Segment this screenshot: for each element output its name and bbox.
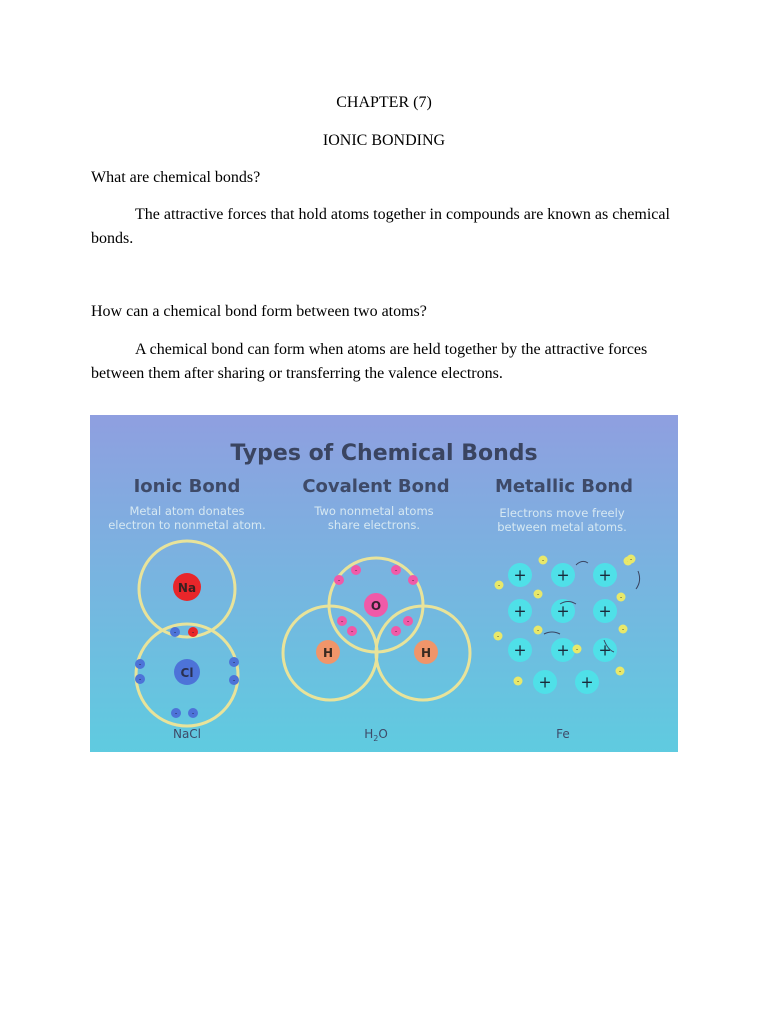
electron-dot (347, 626, 357, 636)
svg-text:-: - (536, 628, 540, 635)
metal-ion (593, 563, 617, 587)
free-electron (573, 645, 582, 654)
metallic-desc-line2: between metal atoms. (497, 520, 627, 534)
svg-text:-: - (496, 634, 500, 641)
svg-text:+: + (513, 602, 527, 621)
free-electron (627, 555, 636, 564)
svg-text:-: - (340, 617, 344, 626)
h2-label: H (420, 646, 432, 660)
electron-dot (391, 626, 401, 636)
electron-dot (337, 616, 347, 626)
covalent-desc-line2: share electrons. (327, 518, 421, 532)
electron-dot (391, 565, 401, 575)
svg-text:+: + (556, 566, 570, 585)
covalent-heading: Covalent Bond (302, 476, 450, 497)
svg-text:-: - (536, 592, 540, 599)
free-electron (495, 581, 504, 590)
chapter-title: IONIC BONDING (322, 132, 446, 149)
svg-text:-: - (232, 676, 236, 685)
question-1: What are chemical bonds? (91, 169, 261, 186)
svg-text:-: - (337, 576, 341, 585)
ionic-desc-line1: Metal atom donates (129, 504, 245, 518)
svg-text:-: - (575, 647, 579, 654)
svg-text:-: - (138, 660, 142, 669)
svg-text:+: + (598, 566, 612, 585)
svg-text:+: + (556, 641, 570, 660)
svg-text:-: - (406, 617, 410, 626)
svg-text:-: - (191, 628, 195, 637)
electron-dot (408, 575, 418, 585)
svg-text:-: - (354, 566, 358, 575)
svg-text:-: - (541, 558, 545, 565)
free-electron (514, 677, 523, 686)
chapter-heading: CHAPTER (7) (336, 94, 432, 111)
metallic-formula-label: Fe (556, 727, 570, 741)
svg-text:+: + (538, 673, 552, 692)
question-2: How can a chemical bond form between two atoms? (91, 303, 427, 320)
svg-text:+: + (580, 673, 594, 692)
svg-text:-: - (619, 595, 623, 602)
metal-ion (508, 563, 532, 587)
bonds-illustration (90, 415, 678, 752)
svg-text:-: - (516, 679, 520, 686)
electron-dot (188, 708, 198, 718)
svg-text:-: - (138, 675, 142, 684)
metal-ion (533, 670, 557, 694)
svg-text:+: + (598, 641, 612, 660)
metallic-desc-line1: Electrons move freely (499, 506, 625, 520)
h1-label: H (322, 646, 334, 660)
free-electron (619, 625, 628, 634)
svg-text:-: - (174, 709, 178, 718)
svg-text:-: - (394, 627, 398, 636)
electron-dot (403, 616, 413, 626)
free-electron (534, 626, 543, 635)
svg-text:-: - (350, 627, 354, 636)
free-electron (616, 667, 625, 676)
cl-label: Cl (180, 666, 194, 680)
metal-ion (551, 638, 575, 662)
free-electron (534, 590, 543, 599)
electron-dot (170, 627, 180, 637)
metal-ion (593, 599, 617, 623)
metallic-heading: Metallic Bond (494, 476, 634, 497)
svg-text:-: - (191, 709, 195, 718)
ionic-formula-label: NaCl (172, 727, 202, 741)
svg-text:-: - (173, 628, 177, 637)
svg-text:+: + (556, 602, 570, 621)
figure-title: Types of Chemical Bonds (230, 441, 538, 466)
svg-text:-: - (621, 627, 625, 634)
metal-ion (551, 563, 575, 587)
svg-text:-: - (629, 557, 633, 564)
answer-1: The attractive forces that hold atoms together in compounds are known as chemical bonds. (91, 206, 670, 247)
electron-dot (135, 659, 145, 669)
metal-ion (508, 599, 532, 623)
free-electron (494, 632, 503, 641)
svg-text:-: - (497, 583, 501, 590)
electron-dot (171, 708, 181, 718)
ionic-desc-line2: electron to nonmetal atom. (108, 518, 266, 532)
covalent-formula-label: $H_2O$ (364, 727, 388, 743)
electron-dot (135, 674, 145, 684)
electron-dot (188, 627, 198, 637)
o-label: O (370, 599, 382, 613)
metal-ion (575, 670, 599, 694)
covalent-desc-line1: Two nonmetal atoms (314, 504, 434, 518)
electron-dot (351, 565, 361, 575)
svg-text:-: - (411, 576, 415, 585)
svg-text:-: - (394, 566, 398, 575)
answer-2: A chemical bond can form when atoms are held together by the attractive forces between them after sharing or transferring the valence electrons. (91, 341, 648, 382)
free-electron (617, 593, 626, 602)
electron-dot (334, 575, 344, 585)
chemical-bonds-figure (90, 415, 678, 752)
svg-text:+: + (513, 566, 527, 585)
electron-dot (229, 657, 239, 667)
free-electron (539, 556, 548, 565)
svg-text:+: + (513, 641, 527, 660)
electron-dot (229, 675, 239, 685)
metal-ion (508, 638, 532, 662)
na-label: Na (177, 581, 197, 595)
ionic-heading: Ionic Bond (133, 476, 241, 497)
svg-text:+: + (598, 602, 612, 621)
svg-text:-: - (618, 669, 622, 676)
svg-text:-: - (232, 658, 236, 667)
